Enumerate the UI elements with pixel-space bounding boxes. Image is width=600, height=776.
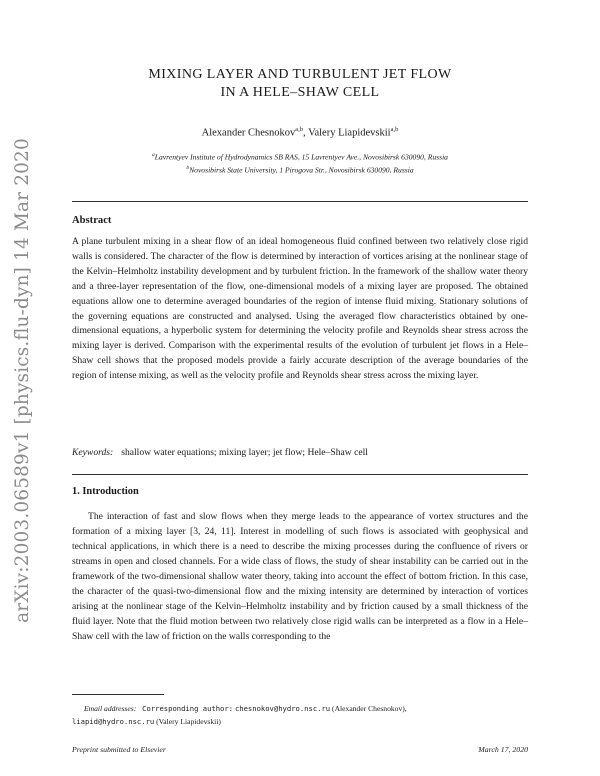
footnote-label: Email addresses: bbox=[84, 704, 137, 713]
author-1-affiliation-mark: a,b bbox=[295, 126, 303, 133]
abstract-heading: Abstract bbox=[72, 215, 112, 226]
affiliation-a-mark: a bbox=[152, 152, 155, 158]
footer-preprint-note: Preprint submitted to Elsevier bbox=[72, 745, 166, 754]
paper-title bbox=[72, 66, 528, 102]
author-separator: , bbox=[303, 127, 309, 139]
affiliation-b bbox=[72, 163, 528, 176]
footer-date: March 17, 2020 bbox=[478, 745, 528, 754]
arxiv-identifier-text: arXiv:2003.06589v1 [physics.flu-dyn] 14 Mar 2020 bbox=[11, 137, 33, 623]
author-2-affiliation-mark: a,b bbox=[390, 126, 399, 133]
affiliation-a bbox=[72, 150, 528, 163]
introduction-paragraph: The interaction of fast and slow flows when they merge leads to the appearance of vortex structures and the formation of a mixing layer [3, 24, 11]. Interest in modelling of such flows is associated with geophysical and technical applications, in which there is a need to describe the mixing processes during the confluence of rivers or streams in open and closed channels. For a wide class of flows, the study of shear instability can be carried out in the framework of the two-dimensional shallow water theory, taking into account the effect of bottom friction. In this case, the character of the quasi-two-dimensional flow and the mixing intensity are determined by interaction of vortices arising at the nonlinear stage of the Kelvin–Helmholtz instability and by friction caused by a small thickness of the fluid layer. Note that the fluid motion between two relatively close rigid walls can be interpreted as a flow in a Hele–Shaw cell with the law of friction on the walls corresponding to the bbox=[72, 511, 528, 643]
author-1-name: Alexander Chesnokov bbox=[201, 127, 296, 139]
keywords-text: shallow water equations; mixing layer; jet flow; Hele–Shaw cell bbox=[121, 447, 368, 458]
arxiv-identifier-stamp bbox=[4, 137, 40, 623]
title-line-2: IN A HELE–SHAW CELL bbox=[220, 85, 380, 100]
footnote-email-addresses bbox=[72, 702, 528, 728]
email-chesnokov-name: (Alexander Chesnokov), bbox=[332, 704, 407, 713]
email-liapidevskii-name: (Valery Liapidevskii) bbox=[156, 717, 221, 726]
page-footer bbox=[72, 745, 528, 754]
email-liapidevskii[interactable]: liapid@hydro.nsc.ru bbox=[72, 717, 155, 726]
keywords-line bbox=[72, 446, 528, 460]
abstract-text: A plane turbulent mixing in a shear flow of an ideal homogeneous fluid confined between two relatively close rigid walls is considered. The character of the flow is determined by interaction of vortices arising at the nonlinear stage of the Kelvin–Helmholtz instability development and by turbulent friction. In the framework of the shallow water theory and a three-layer representation of the flow, one-dimensional models of a mixing layer are proposed. The obtained equations allow one to determine averaged boundaries of the region of intense fluid mixing. Stationary solutions of the governing equations are constructed and analysed. Using the averaged flow characteristics obtained by one-dimensional equations, a hyperbolic system for determining the velocity profile and Reynolds shear stress across the mixing layer is derived. Comparison with the experimental results of the evolution of turbulent jet flows in a Hele–Shaw cell shows that the proposed models provide a fairly accurate description of the average boundaries of the region of intense mixing, as well as the velocity profile and Reynolds shear stress across the mixing layer. bbox=[72, 236, 528, 382]
title-line-1: MIXING LAYER AND TURBULENT JET FLOW bbox=[148, 67, 452, 82]
affiliations bbox=[72, 150, 528, 176]
affiliation-b-mark: b bbox=[186, 165, 190, 172]
affiliation-a-text: Lavrentyev Institute of Hydrodynamics SB RAS, 15 Lavrentyev Ave., Novosibirsk 630090, Russia bbox=[154, 152, 448, 162]
keywords-label: Keywords: bbox=[72, 447, 114, 458]
footnote-rule bbox=[72, 694, 164, 695]
section-heading-introduction: 1. Introduction bbox=[72, 486, 139, 497]
abstract-top-rule bbox=[72, 201, 528, 202]
author-list bbox=[72, 123, 528, 141]
abstract-bottom-rule bbox=[72, 474, 528, 475]
author-2-name: Valery Liapidevskii bbox=[308, 127, 391, 139]
footnote-corresponding-label: Corresponding author: bbox=[142, 704, 234, 713]
email-chesnokov[interactable]: chesnokov@hydro.nsc.ru bbox=[234, 704, 331, 713]
affiliation-b-text: Novosibirsk State University, 1 Pirogova Str., Novosibirsk 630090, Russia bbox=[189, 165, 414, 175]
